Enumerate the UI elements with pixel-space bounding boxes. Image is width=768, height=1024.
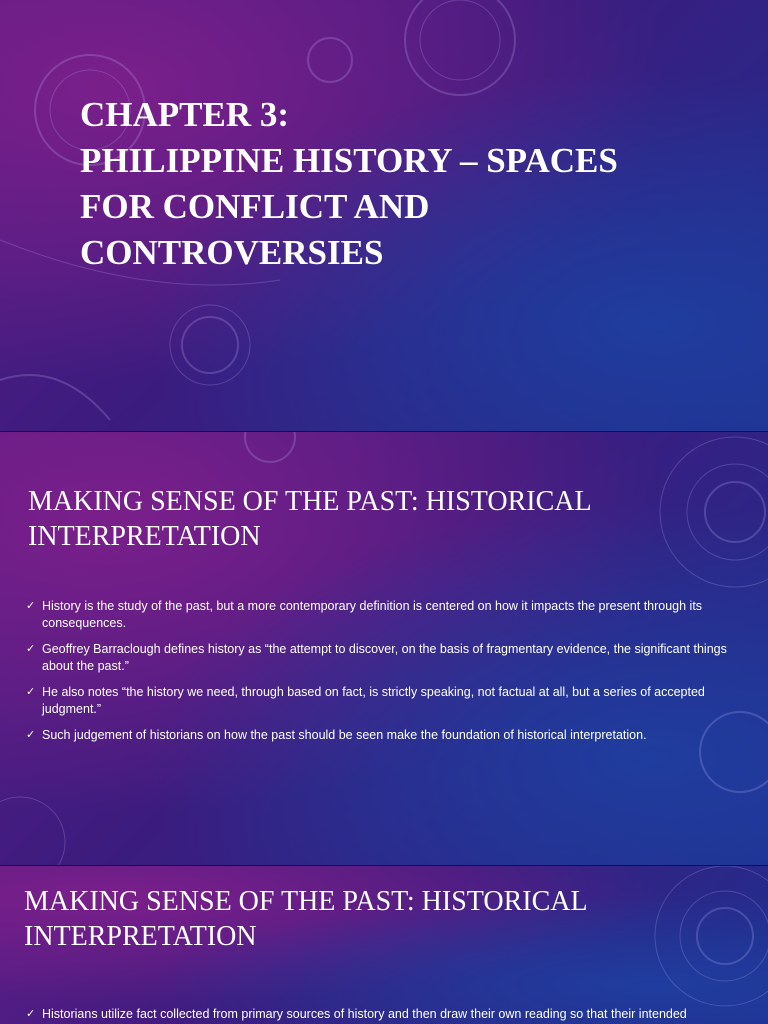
bullet-text: Geoffrey Barraclough defines history as “the attempt to discover, on the basis of fragmentary evidence, the significant things about the past.” [42, 642, 727, 673]
checkmark-icon: ✓ [26, 643, 36, 655]
bullet-text: History is the study of the past, but a more contemporary definition is centered on how it impacts the present through its consequences. [42, 599, 703, 630]
bullet-text: Such judgement of historians on how the past should be seen make the foundation of historical interpretation. [42, 728, 647, 742]
bullet-item [26, 598, 738, 632]
chapter-title-line-1: CHAPTER 3: [80, 95, 290, 134]
checkmark-icon: ✓ [26, 686, 36, 698]
slide-heading-line-1: MAKING SENSE OF THE PAST: HISTORICAL [24, 886, 588, 917]
bullet-text: Historians utilize fact collected from primary sources of history and then draw their own reading so that their intended [42, 1007, 687, 1021]
slide-heading [24, 884, 588, 954]
slide-1-title [0, 0, 768, 432]
chapter-title-line-4: CONTROVERSIES [80, 233, 384, 272]
bullet-item [26, 641, 738, 675]
slide-2-content [0, 432, 768, 866]
chapter-title-line-3: FOR CONFLICT AND [80, 187, 430, 226]
bullet-list [26, 598, 738, 753]
checkmark-icon: ✓ [26, 600, 36, 612]
chapter-title [80, 92, 720, 276]
slide-heading-line-1: MAKING SENSE OF THE PAST: HISTORICAL [28, 486, 592, 517]
chapter-title-line-2: PHILIPPINE HISTORY – SPACES [80, 141, 618, 180]
slide-heading-line-2: INTERPRETATION [24, 921, 257, 952]
checkmark-icon: ✓ [26, 1008, 36, 1020]
checkmark-icon: ✓ [26, 729, 36, 741]
bullet-item [26, 1006, 756, 1023]
bullet-text: He also notes “the history we need, through based on fact, is strictly speaking, not factual at all, but a series of accepted judgment.” [42, 685, 705, 716]
bullet-item [26, 727, 738, 744]
slide-heading [28, 484, 592, 554]
bullet-list [26, 1006, 756, 1024]
bullet-item [26, 684, 738, 718]
slide-3-content [0, 866, 768, 1024]
slide-heading-line-2: INTERPRETATION [28, 521, 261, 552]
